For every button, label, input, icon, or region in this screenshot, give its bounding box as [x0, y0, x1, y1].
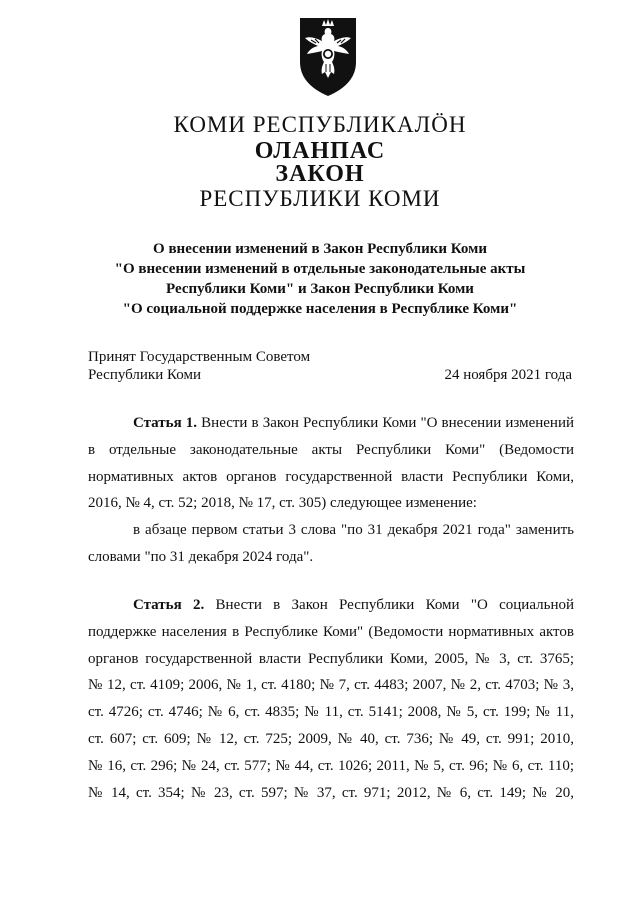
article-1-line: нормативных актов органов государственной власти Республики Коми,	[88, 468, 574, 485]
article-1-label: Статья 1.	[133, 415, 198, 431]
adopted-by	[88, 348, 310, 384]
law-title-line: О внесении изменений в Закон Республики Коми	[153, 241, 487, 257]
article-2-label: Статья 2.	[133, 597, 205, 613]
header-respubliki-komi: РЕСПУБЛИКИ КОМИ	[199, 186, 441, 211]
article-1-line: словами "по 31 декабря 2024 года".	[88, 548, 314, 565]
article-1-line: в абзаце первом статьи 3 слова "по 31 декабря 2021 года" заменить	[133, 522, 574, 539]
article-1-line: 2016, № 4, ст. 52; 2018, № 17, ст. 305) следующее изменение:	[88, 495, 477, 512]
article-2-line: поддержке населения в Республике Коми" (Ведомости нормативных актов	[88, 623, 574, 640]
article-2-line: № 16, ст. 296; № 24, ст. 577; № 44, ст. 1026; 2011, № 5, ст. 96; № 6, ст. 110;	[88, 757, 574, 774]
adoption-date: 24 ноября 2021 года	[444, 367, 572, 383]
article-1-line: Статья 1. Внести в Закон Республики Коми "О внесении изменений	[133, 415, 574, 431]
article-1	[88, 410, 574, 571]
law-title	[0, 239, 640, 319]
law-title-line: "О внесении изменений в отдельные законодательные акты	[114, 261, 526, 277]
article-1-line: в отдельные законодательные акты Республики Коми" (Ведомости	[88, 441, 574, 458]
article-2-line: Статья 2. Внести в Закон Республики Коми "О социальной	[133, 597, 574, 613]
law-title-line: Республики Коми" и Закон Республики Коми	[166, 281, 474, 297]
header-olanpas: ОЛАНПАС	[254, 138, 386, 164]
article-2-line: ст. 4726; ст. 4746; № 6, ст. 4835; № 11, ст. 5141; 2008, № 5, ст. 199; № 11,	[88, 704, 574, 721]
law-title-line: "О социальной поддержке населения в Республике Коми"	[122, 301, 518, 317]
article-2-line: № 14, ст. 354; № 23, ст. 597; № 37, ст. 971; 2012, № 6, ст. 149; № 20,	[88, 784, 574, 801]
article-2	[88, 592, 574, 806]
komi-coat-of-arms-icon	[296, 16, 360, 98]
article-2-line: № 12, ст. 4109; 2006, № 1, ст. 4180; № 7, ст. 4483; 2007, № 2, ст. 4703; № 3,	[88, 677, 574, 694]
article-2-line: ст. 607; ст. 609; № 12, ст. 725; 2009, № 40, ст. 736; № 49, ст. 991; 2010,	[88, 730, 574, 747]
adopted-line: Принят Государственным Советом	[88, 349, 311, 365]
header-republic-komi-name: КОМИ РЕСПУБЛИКАЛÖН	[173, 112, 467, 137]
adopted-line: Республики Коми	[88, 367, 201, 383]
header-zakon: ЗАКОН	[275, 161, 365, 187]
article-2-line: органов государственной власти Республики Коми, 2005, № 3, ст. 3765;	[88, 650, 574, 667]
